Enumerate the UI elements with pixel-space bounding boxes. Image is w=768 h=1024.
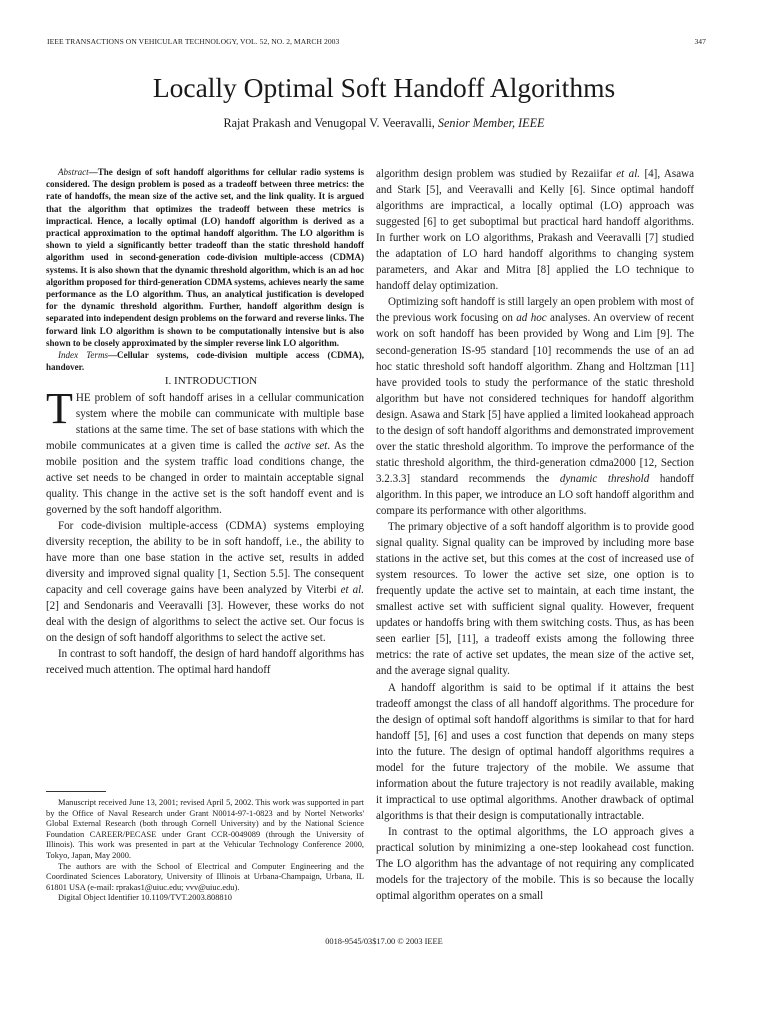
running-header [47, 37, 706, 46]
footnotes [46, 798, 364, 904]
index-terms [46, 349, 364, 373]
drop-cap: T [46, 383, 73, 433]
r1-text-a: Optimizing soft handoff is still largely an open problem with most of the previous work focusing on [376, 296, 694, 325]
intro-paragraph-1 [46, 383, 364, 518]
page-number: 347 [694, 37, 706, 46]
intro-paragraph-2 [46, 518, 364, 646]
intro-p1-text-a: problem of soft handoff arises in a cellular communication system where the mobile can communicate with multiple base stations at the same time. The set of base stations with which the mobile communicates at a given time is called the [46, 391, 364, 452]
left-column [46, 166, 364, 678]
intro-p2-text-b: [2] and Sendonaris and Veeravalli [3]. However, these works do not deal with the design of algorithms to select the active set. Our focus is on the design of soft handoff algorithms to select the active set. [46, 600, 364, 645]
footnote-manuscript: Manuscript received June 13, 2001; revised April 5, 2002. This work was supported in part by the Office of Naval Research under Grant N0014-97-1-0823 and by Nortel Networks' Global External Research (both through Cornell University) and by the National Science Foundation CAREER/PECASE under Grant CCR-0049089 (through the University of Illinois). This work was presented in part at the Vehicular Technology Conference 2000, Tokyo, Japan, May 2000. [46, 798, 364, 860]
journal-name: IEEE TRANSACTIONS ON VEHICULAR TECHNOLOGY, VOL. 52, NO. 2, MARCH 2003 [47, 37, 340, 46]
footnote-rule [46, 791, 106, 792]
right-paragraph-2 [376, 294, 694, 519]
index-terms-label: Index Terms [58, 350, 108, 361]
footnote-doi: Digital Object Identifier 10.1109/TVT.2003.808810 [58, 893, 232, 903]
r1-emphasis: ad hoc [516, 312, 547, 325]
section-heading-introduction [46, 373, 364, 389]
r0-emphasis: et al. [616, 168, 641, 180]
abstract [46, 166, 364, 349]
right-paragraph-4: A handoff algorithm is said to be optimal if it attains the best tradeoff amongst the class of all handoff algorithms. The procedure for the design of optimal soft handoff algorithms is similar to that for hard handoff [5], [6] and uses a cost function that depends on many steps into the future. The design of optimal handoff algorithms requires a model for the future trajectory of the mobile. We assume that information about the future trajectory is not readily available, making it impractical to use optimal algorithms. Another drawback of optimal algorithms is that their design is computationally intractable. [376, 681, 694, 822]
r1-emphasis-2: dynamic threshold [559, 472, 650, 485]
r0-text-b: [4], Asawa and Stark [5], and Veeravalli and Kelly [6]. Since optimal handoff algorithms are impractical, a locally optimal (LO) approach was suggested [6] to get suboptimal but practical hard handoff algorithms. In further work on LO algorithms, Prakash and Veeravalli [7] studied the adaptation of LO hard handoff algorithms to changing system parameters, and Akar and Mitra [8] applied the LO technique to handoff delay optimization. [376, 168, 694, 293]
intro-paragraph-3: In contrast to soft handoff, the design of hard handoff algorithms has received much attention. The optimal hard handoff [46, 648, 364, 677]
r0-text-a: algorithm design problem was studied by Rezaiifar [376, 168, 617, 180]
r1-text-b: analyses. An overview of recent work on soft handoff has been provided by Wong and Lim [9]. The second-generation IS-95 standard [10] recommends the use of an ad hoc static threshold soft handoff algorithm. Zhang and Holtzman [11] have provided tools to study the performance of the static threshold algorithm but have not considered techniques for handoff algorithm design. Asawa and Stark [5] have applied a limited lookahead approach to the design of soft handoff algorithms and demonstrated improvement over the static threshold algorithm. To improve the performance of the static threshold algorithm, the third-generation cdma2000 [12, Section 3.2.3.3] standard recommends the [376, 312, 694, 485]
section-number: I. [164, 375, 172, 388]
right-paragraph-3: The primary objective of a soft handoff algorithm is to provide good signal quality. Signal quality can be improved by including more base stations in the active set, but this comes at the cost of increased use of system resources. To lower the active set size, one option is to frequently update the active set to maintain, at each time instant, the smallest active set with sufficient signal quality. However, frequent updates or handoffs bring with them switching costs. Thus, as has been seen earlier [5], [11], a tradeoff exists among the following three metrics: the rate of active set updates, the mean size of the active set, and the average signal quality. [376, 521, 694, 678]
abstract-label: Abstract [58, 167, 89, 177]
right-paragraph-5: In contrast to the optimal algorithms, the LO approach gives a practical solution by minimizing a one-step lookahead cost function. The LO algorithm has the advantage of not requiring any complicated models for the trajectory of the mobile. This is so because the locally optimal algorithm operates on a small [376, 825, 694, 903]
author-membership: Senior Member, IEEE [437, 116, 545, 130]
intro-p2-emphasis: et al. [340, 584, 365, 597]
right-column [376, 166, 694, 904]
section-title-initial: I [174, 375, 178, 388]
author-names: Rajat Prakash and Venugopal V. Veeravalli, [223, 116, 435, 130]
intro-p2-text-a: For code-division multiple-access (CDMA) systems employing diversity reception, the ability to be in soft handoff, i.e., the ability to have more than one base station in the active set, results in added diversity and improved signal quality [1, Section 5.5]. The consequent capacity and cell coverage gains have been analyzed by Viterbi [46, 519, 364, 597]
author-line [0, 116, 768, 131]
intro-first-word: HE [75, 391, 91, 404]
intro-p1-emphasis: active set [284, 439, 328, 452]
copyright-footer: 0018-9545/03$17.00 © 2003 IEEE [325, 937, 443, 946]
paper-title: Locally Optimal Soft Handoff Algorithms [152, 72, 616, 103]
section-title-rest: NTRODUCTION [177, 375, 258, 388]
r1-text-c: handoff algorithm. In this paper, we introduce an LO soft handoff algorithm and compare its performance with other algorithms. [376, 472, 694, 517]
footnote-affiliation: The authors are with the School of Electrical and Computer Engineering and the Coordinated Sciences Laboratory, University of Illinois at Urbana-Champaign, Urbana, IL 61801 USA (e-mail: rprakas1@uiuc.edu; vvv@uiuc.edu). [46, 861, 364, 892]
index-terms-text: —Cellular systems, code-division multiple access (CDMA), handover. [46, 350, 364, 373]
abstract-text: —The design of soft handoff algorithms for cellular radio systems is considered. The design problem is posed as a tradeoff between three metrics: the rate of handoffs, the mean size of the active set, and the link quality. It is argued that the algorithm that optimizes the tradeoff between these metrics is impractical. Hence, a locally optimal (LO) handoff algorithm is derived as a practical approximation to the optimal handoff algorithm. The LO algorithm is shown to yield a significantly better tradeoff than the static threshold handoff algorithm used in second-generation code-division multiple-access (CDMA) systems. It is also shown that the dynamic threshold algorithm, which is an ad hoc algorithm proposed for third-generation CDMA systems, achieves nearly the same performance as the LO algorithm. Thus, an analytical justification is developed for the dynamic threshold algorithm. Further, handoff algorithm design is separated into independent design problems on the forward and reverse links. The forward link LO algorithm is shown to be computationally intensive but is also shown to be closely approximated by the simpler reverse link LO algorithm. [46, 167, 364, 348]
right-paragraph-1 [376, 166, 694, 294]
intro-p1-text-b: . As the mobile position and the system traffic load conditions change, the active set needs to be changed in order to maintain acceptable signal quality. This change in the active set is the soft handoff event and is governed by the soft handoff algorithm. [46, 439, 364, 516]
